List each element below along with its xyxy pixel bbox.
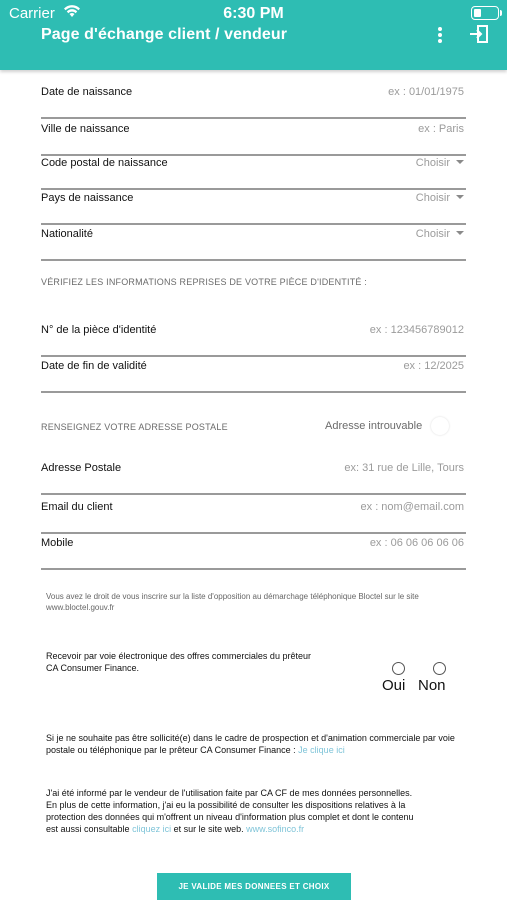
- field-label: Date de fin de validité: [41, 360, 147, 372]
- battery-icon: [471, 6, 499, 20]
- mobile-field[interactable]: [41, 536, 466, 570]
- id-expiry-field[interactable]: [41, 359, 466, 393]
- field-placeholder: ex : nom@email.com: [360, 501, 464, 513]
- offers-consent-text: Recevoir par voie électronique des offres commerciales du prêteur CA Consumer Finance.: [46, 651, 311, 673]
- field-label: N° de la pièce d'identité: [41, 324, 157, 336]
- prospection-link[interactable]: Je clique ici: [298, 745, 345, 755]
- radio-oui[interactable]: [392, 662, 405, 675]
- data-protection-link[interactable]: cliquez ici: [132, 824, 172, 834]
- field-placeholder: ex : 123456789012: [369, 324, 464, 336]
- chevron-down-icon: [456, 195, 464, 199]
- birth-country-select[interactable]: [41, 191, 466, 225]
- radio-oui-label: Oui: [382, 677, 406, 694]
- sofinco-link[interactable]: www.sofinco.fr: [246, 824, 305, 834]
- chevron-down-icon: [456, 160, 464, 164]
- select-value: Choisir: [415, 157, 450, 169]
- field-label: Adresse Postale: [41, 462, 122, 474]
- birth-postcode-select[interactable]: [41, 156, 466, 190]
- address-not-found-label: Adresse introuvable: [325, 420, 423, 432]
- field-placeholder: ex : Paris: [418, 123, 464, 135]
- more-menu-icon[interactable]: [434, 26, 446, 44]
- select-value: Choisir: [415, 192, 450, 204]
- app-header: [0, 0, 507, 70]
- bloctel-link[interactable]: www.bloctel.gouv.fr: [46, 603, 115, 612]
- field-label: Date de naissance: [41, 86, 133, 98]
- bloctel-text: Vous avez le droit de vous inscrire sur la liste d'opposition au démarchage téléphonique Bloctel sur le site: [46, 592, 419, 601]
- clock: 6:30 PM: [223, 5, 284, 22]
- address-not-found-toggle[interactable]: [431, 417, 467, 435]
- validate-button[interactable]: JE VALIDE MES DONNEES ET CHOIX: [157, 873, 351, 900]
- field-placeholder: ex : 01/01/1975: [388, 86, 464, 98]
- carrier-label: Carrier: [9, 5, 55, 22]
- data-protection-body: J'ai été informé par le vendeur de l'utilisation faite par CA CF de mes données personnelles. En plus de cette information, j'ai eu la possibilité de consulter les dispositions relatives à la protection des données qui m'offrent un niveau d'information plus complet et dont le contenu est aussi consultable: [46, 788, 414, 834]
- page-title: Page d'échange client / vendeur: [41, 26, 288, 43]
- radio-non[interactable]: [433, 662, 446, 675]
- section-title-address: RENSEIGNEZ VOTRE ADRESSE POSTALE: [41, 422, 228, 432]
- radio-non-label: Non: [418, 677, 446, 694]
- field-placeholder: ex: 31 rue de Lille, Tours: [344, 462, 464, 474]
- chevron-down-icon: [456, 231, 464, 235]
- nationality-select[interactable]: [41, 227, 466, 261]
- field-label: Code postal de naissance: [41, 157, 168, 169]
- prospection-text: Si je ne souhaite pas être sollicité(e) dans le cadre de prospection et d'animation commerciale par voie postale ou téléphonique par le prêteur CA Consumer Finance :: [46, 733, 455, 755]
- data-protection-body-2: et sur le site web.: [173, 824, 244, 834]
- data-protection-text: [46, 787, 416, 835]
- section-title-identity: VÉRIFIEZ LES INFORMATIONS REPRISES DE VOTRE PIÈCE D'IDENTITÉ :: [41, 277, 367, 287]
- id-number-field[interactable]: [41, 323, 466, 357]
- field-label: Mobile: [41, 537, 74, 549]
- prospection-optout-text: [46, 732, 466, 756]
- birth-date-field[interactable]: [41, 85, 466, 119]
- field-placeholder: ex : 12/2025: [403, 360, 464, 372]
- field-label: Nationalité: [41, 228, 93, 240]
- field-placeholder: ex : 06 06 06 06 06: [369, 537, 464, 549]
- postal-address-field[interactable]: [41, 461, 466, 495]
- bloctel-notice: [46, 591, 456, 613]
- field-label: Ville de naissance: [41, 123, 130, 135]
- field-label: Email du client: [41, 501, 113, 513]
- select-value: Choisir: [415, 228, 450, 240]
- field-label: Pays de naissance: [41, 192, 134, 204]
- email-field[interactable]: [41, 500, 466, 534]
- status-bar: [0, 0, 507, 26]
- logout-icon[interactable]: [469, 24, 489, 44]
- birth-city-field[interactable]: [41, 122, 466, 156]
